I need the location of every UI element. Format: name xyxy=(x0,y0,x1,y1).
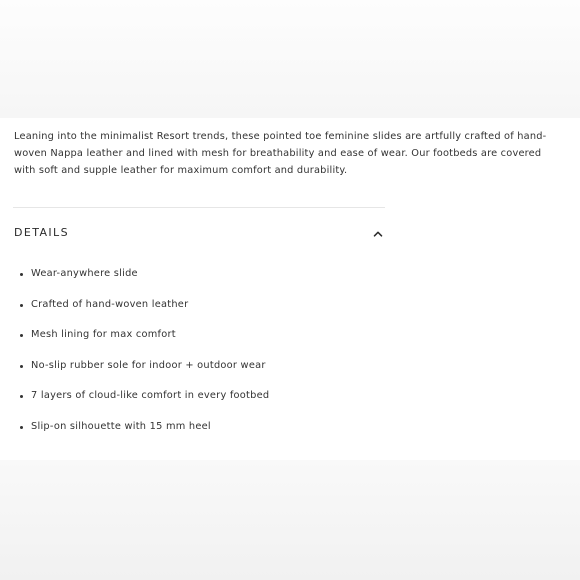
feature-text: Slip-on silhouette with 15 mm heel xyxy=(31,420,211,432)
list-item xyxy=(20,421,269,452)
feature-text: Crafted of hand-woven leather xyxy=(31,298,189,310)
feature-text: Mesh lining for max comfort xyxy=(31,329,176,341)
details-feature-list xyxy=(20,268,269,452)
feature-text: Wear-anywhere slide xyxy=(31,268,138,279)
bullet-icon xyxy=(20,395,23,398)
list-item xyxy=(20,329,269,360)
feature-text: 7 layers of cloud-like comfort in every footbed xyxy=(31,390,270,402)
bullet-icon xyxy=(20,334,23,337)
bullet-icon xyxy=(20,304,23,307)
product-description: Leaning into the minimalist Resort trends, these pointed toe feminine slides are artfully crafted of hand-woven Nappa leather and lined with mesh for breathability and ease of wear. Our footbeds are covered with soft and supple leather for maximum comfort and durability. xyxy=(14,131,547,176)
details-heading: DETAILS xyxy=(14,226,69,239)
details-accordion-toggle[interactable] xyxy=(14,222,387,244)
list-item xyxy=(20,360,269,391)
chevron-up-icon xyxy=(371,226,385,240)
product-image-area-top xyxy=(0,0,580,118)
bullet-icon xyxy=(20,426,23,429)
product-details-panel xyxy=(0,118,580,460)
feature-text: No-slip rubber sole for indoor + outdoor wear xyxy=(31,359,266,371)
bullet-icon xyxy=(20,273,23,276)
list-item xyxy=(20,299,269,330)
list-item xyxy=(20,390,269,421)
bullet-icon xyxy=(20,365,23,368)
list-item xyxy=(20,268,269,299)
page-area-bottom xyxy=(0,460,580,580)
section-divider xyxy=(13,207,385,208)
